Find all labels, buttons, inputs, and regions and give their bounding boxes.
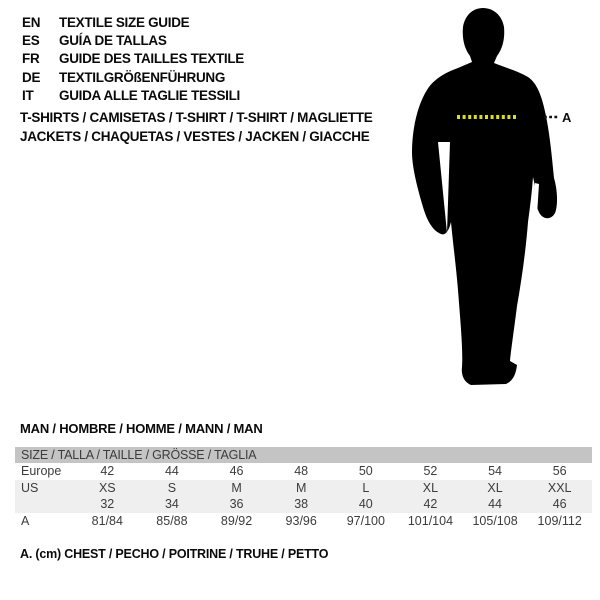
table-row-europe	[15, 463, 592, 480]
table-cell: 46	[229, 464, 244, 478]
row-label	[15, 496, 75, 513]
table-cell: 85/88	[156, 513, 188, 528]
table-cell: L	[362, 480, 370, 495]
table-cell: 46	[552, 497, 567, 511]
table-cell: 93/96	[285, 513, 317, 528]
table-cell: 36	[229, 497, 244, 511]
category-line-jackets: JACKETS / CHAQUETAS / VESTES / JACKEN / GIACCHE	[20, 129, 370, 144]
table-cell: 38	[294, 497, 309, 511]
table-cell: 54	[488, 464, 503, 478]
category-line-tshirts: T-SHIRTS / CAMISETAS / T-SHIRT / T-SHIRT / MAGLIETTE	[20, 110, 373, 125]
language-code: DE	[22, 69, 41, 85]
table-cell: 32	[100, 497, 115, 511]
table-cell: XS	[98, 480, 116, 495]
size-table-header: SIZE / TALLA / TAILLE / GRÖSSE / TAGLIA	[15, 447, 592, 463]
size-table	[15, 447, 592, 529]
table-cell: 42	[100, 464, 115, 478]
table-cell: 105/108	[472, 513, 518, 528]
table-cell: M	[231, 480, 242, 495]
language-code: ES	[22, 33, 40, 49]
table-cell: 34	[164, 497, 179, 511]
table-cell: XL	[422, 480, 439, 495]
measure-label-a: A	[562, 110, 572, 125]
table-row-chest-cm	[15, 513, 592, 530]
language-code: EN	[22, 14, 41, 30]
table-cell: 44	[488, 497, 503, 511]
table-cell: 109/112	[537, 513, 582, 528]
table-cell: 89/92	[220, 513, 253, 528]
table-cell: XL	[487, 480, 503, 495]
language-code: IT	[22, 88, 34, 104]
section-title-man: MAN / HOMBRE / HOMME / MANN / MAN	[20, 421, 263, 436]
table-cell: 40	[358, 497, 373, 511]
language-label: GUIDA ALLE TAGLIE TESSILI	[59, 88, 240, 104]
row-label: A	[21, 513, 30, 528]
table-row-us-numeric	[15, 496, 592, 513]
table-cell: 56	[552, 464, 567, 478]
table-cell: 101/104	[407, 513, 454, 528]
language-label: TEXTILGRÖßENFÜHRUNG	[59, 69, 226, 85]
row-label: US	[21, 480, 39, 495]
table-row-us-letter	[15, 480, 592, 497]
table-cell: M	[295, 480, 307, 495]
table-cell: 81/84	[91, 513, 123, 528]
table-cell: 42	[423, 497, 438, 511]
language-code: FR	[22, 51, 40, 67]
table-cell: 52	[423, 464, 438, 478]
language-label: GUIDE DES TAILLES TEXTILE	[59, 51, 245, 67]
language-label: GUÍA DE TALLAS	[59, 33, 167, 49]
table-cell: 44	[164, 464, 179, 478]
table-cell: XXL	[547, 480, 572, 495]
table-cell: 48	[294, 464, 309, 478]
table-cell: 50	[358, 464, 373, 478]
row-label: Europe	[21, 464, 62, 478]
table-cell: 97/100	[346, 513, 385, 528]
language-label: TEXTILE SIZE GUIDE	[59, 14, 190, 30]
table-cell: S	[167, 480, 177, 495]
measurement-footnote: A. (cm) CHEST / PECHO / POITRINE / TRUHE / PETTO	[20, 547, 329, 561]
